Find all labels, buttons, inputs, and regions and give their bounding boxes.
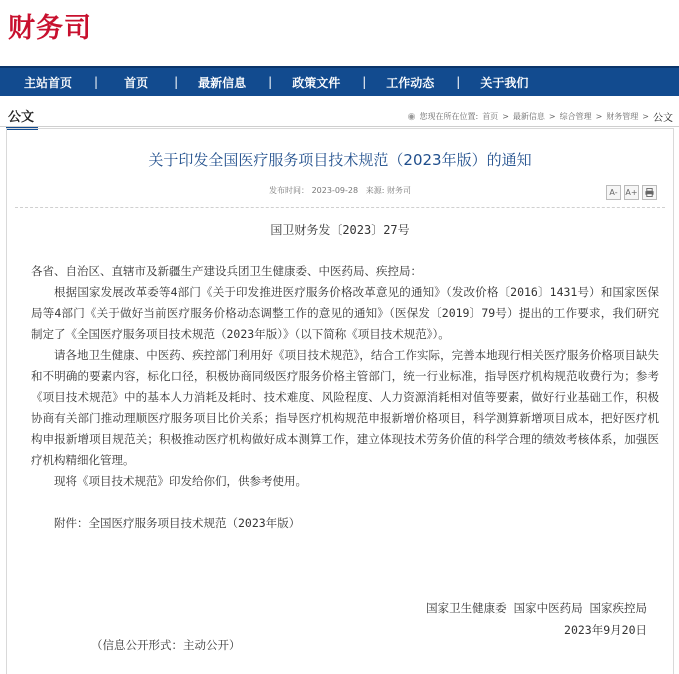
font-decrease-button[interactable]: A- (606, 185, 621, 200)
nav-item-policy[interactable]: 政策文件 (292, 75, 341, 90)
disclosure-note: （信息公开形式：主动公开） (91, 638, 241, 652)
title-divider (15, 207, 665, 208)
article-container (6, 128, 674, 674)
breadcrumb-item-current: 公文 (653, 113, 673, 124)
article-title: 关于印发全国医疗服务项目技术规范（2023年版）的通知 (148, 151, 532, 169)
sign-date: 2023年9月20日 (564, 623, 647, 637)
source-value: 财务司 (386, 186, 411, 195)
nav-item-work[interactable]: 工作动态 (386, 75, 435, 90)
breadcrumb-item-general[interactable]: 综合管理 (559, 112, 592, 121)
location-pin-icon: ◉ (407, 111, 416, 122)
source-label: 来源: (365, 186, 385, 195)
nav-separator: | (362, 75, 367, 89)
breadcrumb-item-finance[interactable]: 财务管理 (606, 112, 639, 121)
breadcrumb-separator: > (502, 112, 509, 121)
breadcrumb-bar (0, 104, 679, 127)
signers: 国家卫生健康委 国家中医药局 国家疾控局 (426, 601, 647, 615)
article-meta (7, 185, 673, 196)
breadcrumb-separator: > (642, 112, 649, 121)
font-increase-button[interactable]: A+ (624, 185, 639, 200)
publish-date: 2023-09-28 (311, 186, 359, 195)
breadcrumb-item-latest[interactable]: 最新信息 (512, 112, 545, 121)
print-icon[interactable] (642, 185, 657, 200)
attachment-line: 附件：全国医疗服务项目技术规范（2023年版） (54, 516, 301, 530)
body-paragraph: 根据国家发展改革委等4部门《关于印发推进医疗服务价格改革意见的通知》（发改价格〔2016〕1431号）和国家医保局等4部门《关于做好当前医疗服务价格动态调整工作的意见的通知》（医保发〔2019〕79号）提出的工作要求，我们研究制定了《全国医疗服务项目技术规范（2023年版）》（以下简称《项目技术规范》）。 (31, 285, 659, 341)
nav-separator: | (456, 75, 461, 89)
breadcrumb-separator: > (595, 112, 603, 121)
article-body (31, 261, 659, 534)
site-logo[interactable]: 财务司 (8, 13, 92, 44)
article-tools (606, 185, 657, 200)
section-title: 公文 (8, 106, 34, 125)
body-paragraph: 现将《项目技术规范》印发给你们，供参考使用。 (54, 474, 307, 488)
nav-item-about[interactable]: 关于我们 (480, 75, 529, 90)
nav-separator: | (94, 75, 99, 89)
nav-item-main-home[interactable]: 主站首页 (24, 75, 73, 90)
nav-separator: | (174, 75, 179, 89)
nav-separator: | (268, 75, 273, 89)
body-paragraph: 请各地卫生健康、中医药、疾控部门利用好《项目技术规范》，结合工作实际，完善本地现行相关医疗服务价格项目缺失和不明确的要素内容，标化口径，积极协商同级医疗服务价格主管部门，统一行业标准，指导医疗机构规范收费行为；参考《项目技术规范》中的基本人力消耗及耗时、技术难度、风险程度、人力资源消耗相对值等要素，做好行业基础工作，积极协商有关部门推动理顺医疗服务项目比价关系；指导医疗机构规范申报新增价格项目，科学测算新增项目成本，把好医疗机构申报新增项目规范关；积极推动医疗机构做好成本测算工作，建立体现技术劳务价值的科学合理的绩效考核体系，加强医疗机构精细化管理。 (31, 348, 659, 467)
publish-label: 发布时间： (269, 186, 310, 195)
breadcrumb-item-home[interactable]: 首页 (482, 112, 499, 121)
signature-block (426, 597, 647, 641)
breadcrumb-prefix: 您现在所在位置: (419, 112, 479, 121)
nav-item-home[interactable]: 首页 (124, 75, 149, 90)
breadcrumb (408, 109, 673, 124)
breadcrumb-separator: > (548, 112, 556, 121)
salutation: 各省、自治区、直辖市及新疆生产建设兵团卫生健康委、中医药局、疾控局： (31, 264, 422, 278)
document-number: 国卫财务发〔2023〕27号 (270, 223, 410, 237)
main-nav (0, 66, 679, 96)
nav-item-latest[interactable]: 最新信息 (198, 75, 247, 90)
